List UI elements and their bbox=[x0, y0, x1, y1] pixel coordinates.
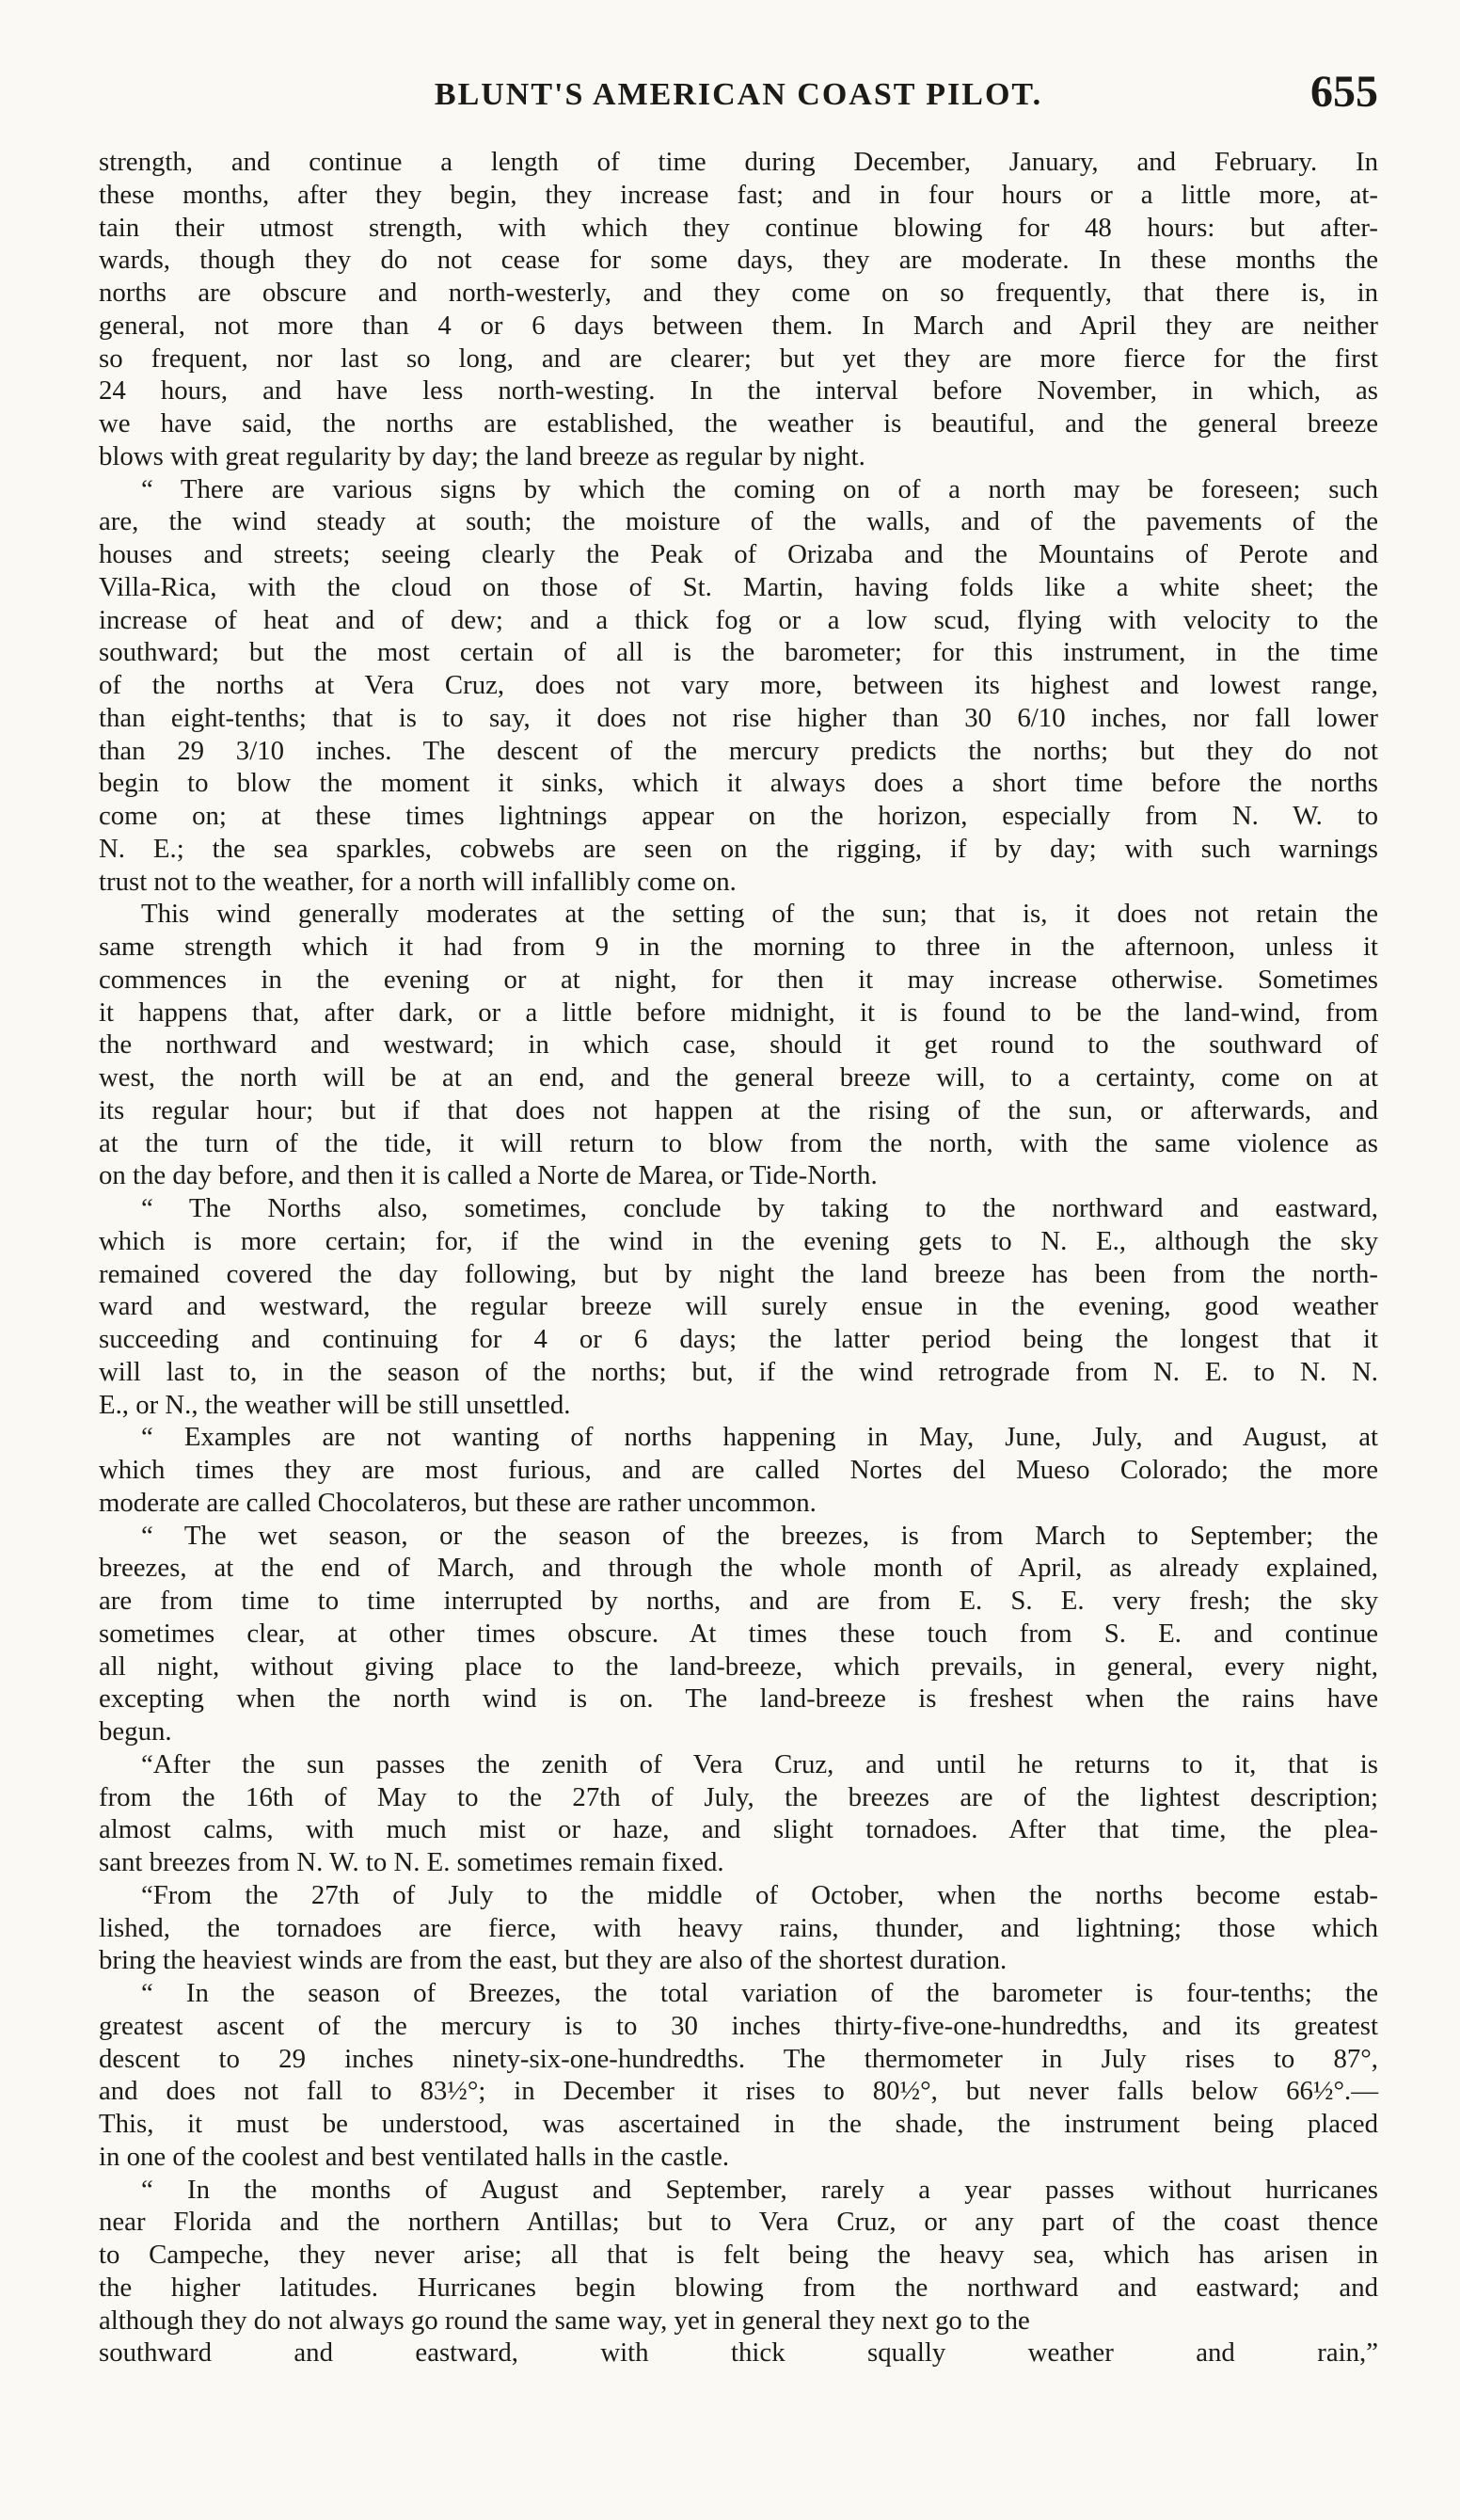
text-line: begun. bbox=[99, 1716, 172, 1746]
text-line: than 29 3/10 inches. The descent of the mercury predicts the norths; but they do not bbox=[99, 735, 1378, 766]
text-line: strength, and continue a length of time during December, January, and February. In bbox=[99, 147, 1378, 177]
text-line: “ In the months of August and September, rarely a year passes without hurricanes bbox=[141, 2174, 1378, 2205]
text-line: the higher latitudes. Hurricanes begin blowing from the northward and eastward; and bbox=[99, 2272, 1378, 2303]
text-line: “ Examples are not wanting of norths happening in May, June, July, and August, at bbox=[141, 1422, 1378, 1453]
text-line: so frequent, nor last so long, and are clearer; but yet they are more fierce for the first bbox=[99, 343, 1378, 374]
text-line: and does not fall to 83½°; in December it rises to 80½°, but never falls below 66½°.— bbox=[99, 2076, 1378, 2107]
text-line: This wind generally moderates at the setting of the sun; that is, it does not retain the bbox=[141, 899, 1378, 930]
text-line: southward and eastward, with thick squally weather and rain,” bbox=[99, 2337, 1378, 2368]
text-line: ward and westward, the regular breeze will surely ensue in the evening, good weather bbox=[99, 1291, 1378, 1322]
text-line: houses and streets; seeing clearly the Peak of Orizaba and the Mountains of Perote and bbox=[99, 539, 1378, 569]
text-line: trust not to the weather, for a north will infallibly come on. bbox=[99, 866, 737, 897]
text-line: “After the sun passes the zenith of Vera Cruz, and until he returns to it, that is bbox=[141, 1748, 1378, 1779]
text-line: “ The Norths also, sometimes, conclude by taking to the northward and eastward, bbox=[141, 1193, 1378, 1223]
text-line: are, the wind steady at south; the moisture of the walls, and of the pavements of the bbox=[99, 506, 1378, 537]
text-line: although they do not always go round the same way, yet in general they next go to the bbox=[99, 2305, 1030, 2336]
text-line: of the norths at Vera Cruz, does not vary more, between its highest and lowest range, bbox=[99, 670, 1378, 700]
text-line: sometimes clear, at other times obscure. At times these touch from S. E. and continue bbox=[99, 1618, 1378, 1649]
text-line: the northward and westward; in which case, should it get round to the southward of bbox=[99, 1029, 1378, 1061]
text-line: which times they are most furious, and are called Nortes del Mueso Colorado; the more bbox=[99, 1455, 1378, 1485]
text-line: on the day before, and then it is called a Norte de Marea, or Tide-North. bbox=[99, 1160, 878, 1191]
text-line: wards, though they do not cease for some days, they are moderate. In these months the bbox=[99, 245, 1378, 276]
text-line: begin to blow the moment it sinks, which it always does a short time before the norths bbox=[99, 768, 1378, 799]
text-line: near Florida and the northern Antillas; but to Vera Cruz, or any part of the coast thence bbox=[99, 2207, 1378, 2238]
text-line: “From the 27th of July to the middle of October, when the norths become estab- bbox=[141, 1879, 1378, 1910]
page-number: 655 bbox=[1310, 67, 1378, 117]
text-line: “ There are various signs by which the coming on of a north may be foreseen; such bbox=[141, 473, 1378, 504]
text-line: N. E.; the sea sparkles, cobwebs are seen on the rigging, if by day; with such warnings bbox=[99, 833, 1378, 864]
body-text bbox=[99, 146, 1378, 2369]
text-line: 24 hours, and have less north-westing. In the interval before November, in which, as bbox=[99, 375, 1378, 407]
text-line: “ In the season of Breezes, the total variation of the barometer is four-tenths; the bbox=[141, 1978, 1378, 2008]
text-line: in one of the coolest and best ventilated halls in the castle. bbox=[99, 2141, 730, 2172]
text-line: at the turn of the tide, it will return to blow from the north, with the same violence as bbox=[99, 1127, 1378, 1158]
text-line: increase of heat and of dew; and a thick fog or a low scud, flying with velocity to the bbox=[99, 604, 1378, 635]
text-line: from the 16th of May to the 27th of July, the breezes are of the lightest description; bbox=[99, 1781, 1378, 1812]
text-line: excepting when the north wind is on. The land-breeze is freshest when the rains have bbox=[99, 1683, 1378, 1715]
text-line: norths are obscure and north-westerly, and they come on so frequently, that there is, in bbox=[99, 278, 1378, 308]
text-line: almost calms, with much mist or haze, and slight tornadoes. After that time, the plea- bbox=[99, 1814, 1378, 1845]
running-head bbox=[99, 67, 1378, 126]
text-line: blows with great regularity by day; the land breeze as regular by night. bbox=[99, 440, 865, 471]
text-line: we have said, the norths are established, the weather is beautiful, and the general breeze bbox=[99, 408, 1378, 439]
text-line: west, the north will be at an end, and the general breeze will, to a certainty, come on at bbox=[99, 1062, 1378, 1093]
text-line: than eight-tenths; that is to say, it does not rise higher than 30 6/10 inches, nor fall lower bbox=[99, 702, 1378, 733]
running-title: BLUNT'S AMERICAN COAST PILOT. bbox=[434, 77, 1043, 112]
text-line: are from time to time interrupted by norths, and are from E. S. E. very fresh; the sky bbox=[99, 1586, 1378, 1616]
text-line: greatest ascent of the mercury is to 30 inches thirty-five-one-hundredths, and its greatest bbox=[99, 2010, 1378, 2041]
text-line: lished, the tornadoes are fierce, with heavy rains, thunder, and lightning; those which bbox=[99, 1912, 1378, 1943]
text-line: it happens that, after dark, or a little before midnight, it is found to be the land-wind, from bbox=[99, 997, 1378, 1028]
text-line: remained covered the day following, but by night the land breeze has been from the north- bbox=[99, 1258, 1378, 1289]
text-line: which is more certain; for, if the wind in the evening gets to N. E., although the sky bbox=[99, 1225, 1378, 1256]
text-line: commences in the evening or at night, for then it may increase otherwise. Sometimes bbox=[99, 964, 1378, 995]
text-line: This, it must be understood, was ascertained in the shade, the instrument being placed bbox=[99, 2109, 1378, 2139]
text-line: southward; but the most certain of all is the barometer; for this instrument, in the time bbox=[99, 637, 1378, 668]
text-line: same strength which it had from 9 in the morning to three in the afternoon, unless it bbox=[99, 932, 1378, 962]
text-line: Villa-Rica, with the cloud on those of St. Martin, having folds like a white sheet; the bbox=[99, 571, 1378, 602]
text-line: tain their utmost strength, with which they continue blowing for 48 hours: but after- bbox=[99, 212, 1378, 243]
text-line: moderate are called Chocolateros, but these are rather uncommon. bbox=[99, 1487, 817, 1518]
text-line: general, not more than 4 or 6 days between them. In March and April they are neither bbox=[99, 310, 1378, 341]
text-line: come on; at these times lightnings appear on the horizon, especially from N. W. to bbox=[99, 801, 1378, 831]
text-line: these months, after they begin, they increase fast; and in four hours or a little more, at- bbox=[99, 179, 1378, 210]
text-line: “ The wet season, or the season of the breezes, is from March to September; the bbox=[141, 1520, 1378, 1551]
text-line: to Campeche, they never arise; all that is felt being the heavy sea, which has arisen in bbox=[99, 2240, 1378, 2270]
text-line: all night, without giving place to the land-breeze, which prevails, in general, every night, bbox=[99, 1651, 1378, 1682]
text-line: will last to, in the season of the norths; but, if the wind retrograde from N. E. to N. N. bbox=[99, 1356, 1378, 1387]
text-line: E., or N., the weather will be still unsettled. bbox=[99, 1389, 571, 1420]
text-line: succeeding and continuing for 4 or 6 days; the latter period being the longest that it bbox=[99, 1324, 1378, 1354]
text-line: bring the heaviest winds are from the east, but they are also of the shortest duration. bbox=[99, 1945, 1008, 1976]
text-line: descent to 29 inches ninety-six-one-hundredths. The thermometer in July rises to 87°, bbox=[99, 2043, 1378, 2074]
text-line: its regular hour; but if that does not happen at the rising of the sun, or afterwards, and bbox=[99, 1094, 1378, 1125]
text-line: sant breezes from N. W. to N. E. sometimes remain fixed. bbox=[99, 1847, 724, 1877]
text-line: breezes, at the end of March, and through the whole month of April, as already explained, bbox=[99, 1553, 1378, 1584]
